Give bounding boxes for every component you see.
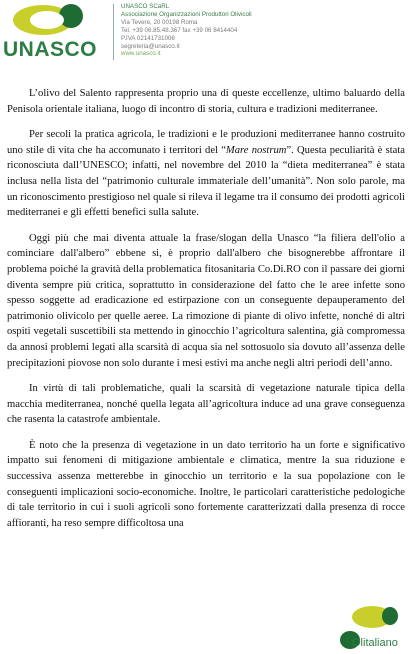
letterhead — [0, 0, 409, 70]
divider — [113, 4, 114, 60]
paragraph — [7, 127, 405, 221]
contact-info — [121, 3, 252, 58]
paragraph: È noto che la presenza di vegetazione in un dato territorio ha un forte e significativo impatto sui fenomeni di mitigazione ambientale e climatica, mentre la sua riduzione e successiva assenza metterebbe in ginocchio un territorio e la sua popolazione con le conseguenti implicazioni socio-economiche. Inoltre, le particolari caratteristiche pedologiche di tale territorio in cui i suoli agricoli sono fortemente caratterizzati dalla presenza di rocce affioranti, ha reso sempre difficoltosa una — [7, 439, 405, 529]
brand-name: UNASCO — [3, 38, 98, 61]
footer-brand: Olitaliano — [352, 637, 398, 649]
vat-number: P.IVA 02141731006 — [121, 34, 175, 42]
paragraph: Oggi più che mai diventa attuale la frase/slogan della Unasco “la filiera dell'olio a cominciare dall'albero” ebbene si, è proprio dall'albero che bisognerebbe affrontare il problema poiché la gravità della problematica fitosanitaria Co.Di.RO con il passare dei giorni diventa sempre più critica, soprattutto in considerazione del fatto che le aree infette sono spesso soggette ad eradicazione ed estirpazione con un conseguente depauperamento del patrimonio olivicolo per quelle aeree. La rimozione di piante di olivo infette, nonché di altri ospiti vegetali suscettibili sta mettendo in ginocchio l’agricoltura salentina, già compromessa da annosi problemi legati alla scarsità di acqua sia nel sottosuolo sia dovuto all’assenza delle precipitazioni piovose non solo durante i mesi estivi ma anche negli altri periodi dell’anno. — [7, 232, 405, 369]
letter-body — [7, 86, 405, 541]
website[interactable]: www.unasco.it — [121, 50, 161, 58]
org-full-name: Associazione Organizzazioni Produttori Olivicoli — [121, 10, 252, 18]
paragraph-text: ”. Questa peculiarità è stata riconosciuta dall’UNESCO; infatti, nel novembre del 2010 la “dieta mediterranea” è stata inclusa nella lista del “patrimonio culturale immateriale dell’umanità”. Non solo parole, ma un riconoscimento prestigioso nel quale si rileva il legame tra il consumo dei prodotti agricoli mediterranei e gli effetti benefici sulla salute. — [7, 144, 405, 219]
paragraph-text: Per secoli la pratica agricola, le tradizioni e le produzioni mediterranee hanno costruito uno stile di vita che ha accomunato i territori del “ — [7, 129, 405, 156]
email[interactable]: segreteria@unasco.it — [121, 42, 180, 50]
paragraph: In virtù di tali problematiche, quali la scarsità di vegetazione naturale tipica della macchia mediterranea, nonché quella legata all’agricoltura induce ad una grave conseguenza che rasenta la catastrofe ambientale. — [7, 383, 405, 426]
address: Via Tevere, 20 00198 Roma — [121, 18, 198, 26]
phone: Tel. +39 06.85.48.367 fax +39 06 8414404 — [121, 26, 238, 34]
italic-phrase: Mare nostrum — [225, 144, 287, 156]
org-name: UNASCO SCaRL — [121, 3, 170, 10]
paragraph: L’olivo del Salento rappresenta proprio una di queste eccellenze, ultimo baluardo della Penisola orientale italiana, luogo di incontro di storia, cultura e tradizioni mediterranee. — [7, 88, 405, 115]
